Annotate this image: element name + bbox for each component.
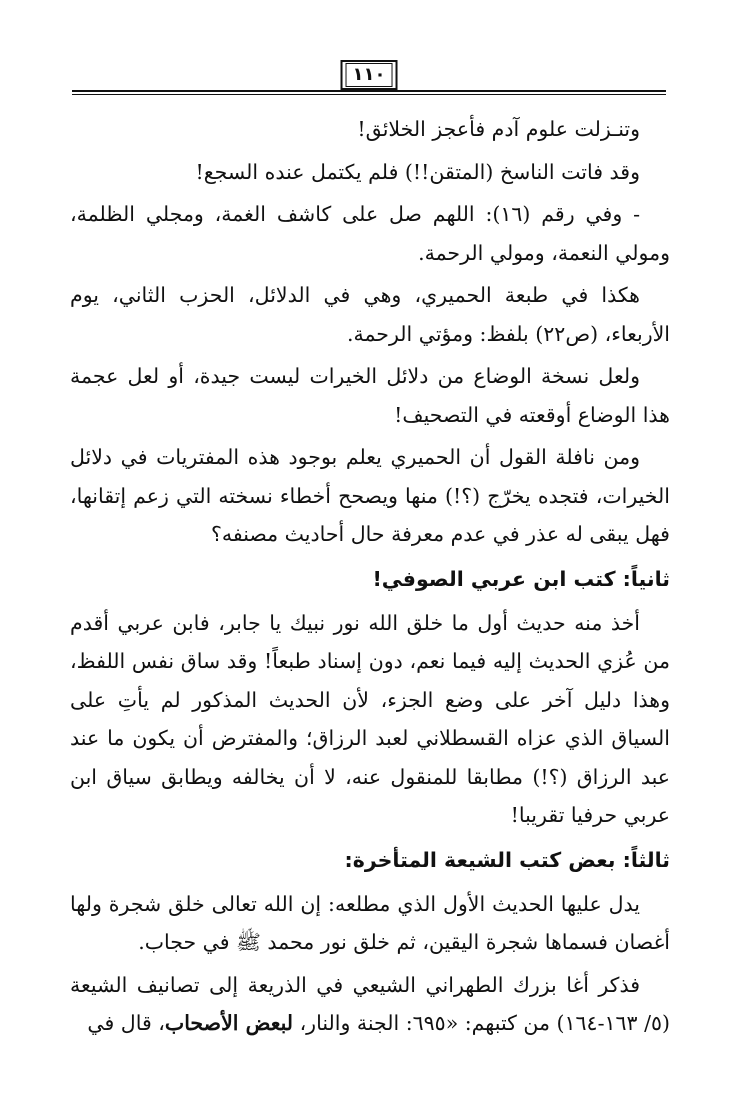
paragraph-9-end: ، قال في	[87, 1011, 165, 1035]
paragraph-8: يدل عليها الحديث الأول الذي مطلعه: إن الله تعالى خلق شجرة ولها أغصان فسماها شجرة اليقين، ثم خلق نور محمد ﷺ في حجاب.	[70, 891, 670, 954]
paragraph-1: وتنـزلت علوم آدم فأعجز الخلائق!	[357, 117, 640, 141]
paragraph-7: أخذ منه حديث أول ما خلق الله نور نبيك يا جابر، فابن عربي أقدم من عُزي الحديث إليه فيما نعم، دون إسناد طبعاً! وقد ساق نفس اللفظ، وهذا دليل آخر على وضع الجزء، لأن الحديث المذكور لم يأتِ على السياق الذي عزاه القسطلاني لعبد الرزاق؛ والمفترض أن يكون ما عند عبد الرزاق (؟!) مطابقا للمنقول عنه، لا أن يخالفه ويطابق سياق ابن عربي حرفيا تقريبا!	[70, 610, 670, 827]
body-text	[70, 110, 670, 1047]
paragraph-4: هكذا في طبعة الحميري، وهي في الدلائل، الحزب الثاني، يوم الأربعاء، (ص٢٢) بلفظ: ومؤتي الرحمة.	[70, 283, 670, 346]
header-rule-thin	[72, 94, 666, 95]
page-number: ١١٠	[346, 63, 393, 87]
section-heading-3: ثالثاً: بعض كتب الشيعة المتأخرة:	[344, 847, 670, 872]
paragraph-3: - وفي رقم (١٦): اللهم صل على كاشف الغمة، ومجلي الظلمة، ومولي النعمة، ومولي الرحمة.	[70, 202, 670, 265]
paragraph-9	[70, 966, 670, 1043]
header-rule-thick	[72, 90, 666, 92]
page-number-frame	[341, 60, 398, 90]
paragraph-6: ومن نافلة القول أن الحميري يعلم بوجود هذه المفتريات في دلائل الخيرات، فتجده يخرّج (؟!) منها ويصحح أخطاء نسخته التي زعم إتقانها، فهل يبقى له عذر في عدم معرفة حال أحاديث مصنفه؟	[70, 445, 670, 546]
paragraph-5: ولعل نسخة الوضاع من دلائل الخيرات ليست جيدة، أو لعل عجمة هذا الوضاع أوقعته في التصحيف!	[70, 364, 670, 427]
paragraph-9-bold: لبعض الأصحاب	[164, 1011, 294, 1035]
section-heading-2: ثانياً: كتب ابن عربي الصوفي!	[372, 566, 670, 591]
paragraph-2: وقد فاتت الناسخ (المتقن!!) فلم يكتمل عنده السجع!	[195, 159, 640, 184]
paragraph-9-start: فذكر أغا بزرك الطهراني الشيعي في الذريعة إلى تصانيف الشيعة (٥/ ١٦٣-١٦٤) من كتبهم: «٦٩٥: الجنة والنار،	[70, 972, 670, 1035]
page-header	[72, 56, 666, 96]
